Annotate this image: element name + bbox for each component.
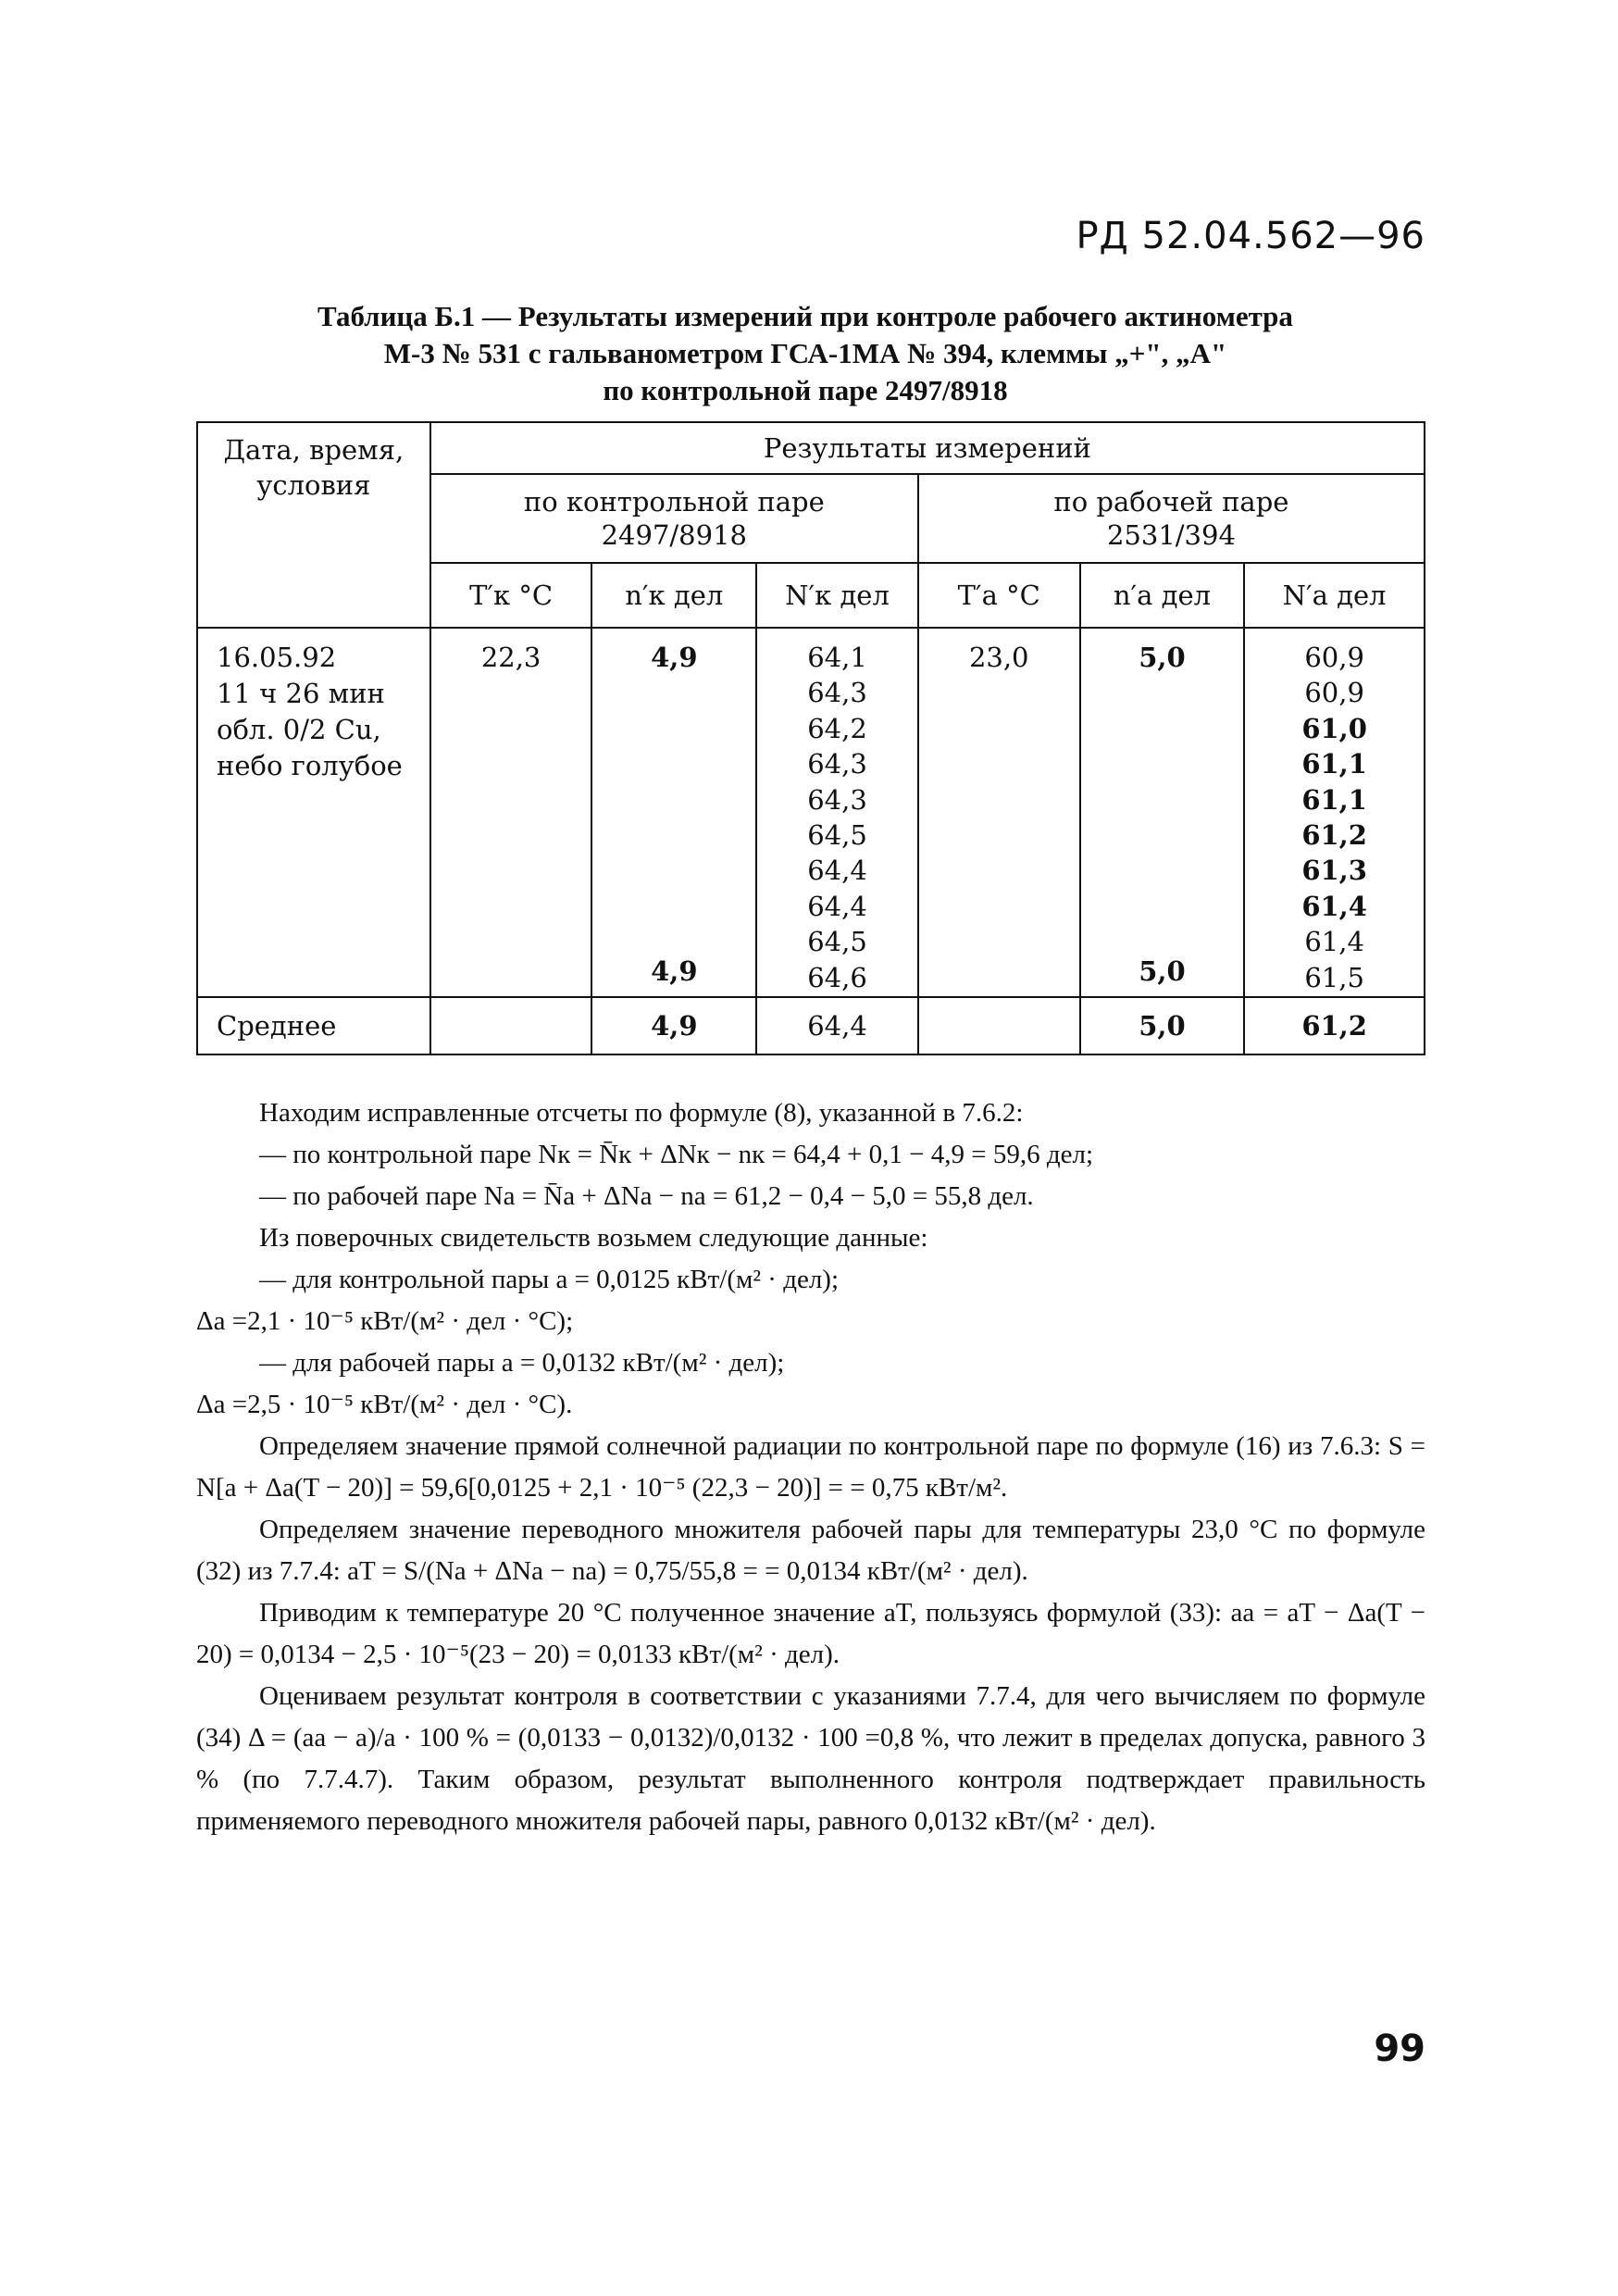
Na-value: 60,9 — [1304, 677, 1364, 709]
header-Nk: N′к дел — [756, 563, 918, 628]
Na-value: 61,3 — [1301, 855, 1367, 887]
nk-cell — [591, 628, 756, 997]
Na-value: 61,2 — [1301, 819, 1367, 852]
header-date-conditions — [197, 422, 430, 628]
na-first-value: 5,0 — [1139, 642, 1186, 673]
paragraph: Определяем значение прямой солнечной радиации по контрольной паре по формуле (16) из 7.6.3: S = N[a + Δa(T − 20)] = 59,6[0,0125 + 2,1 · 10⁻⁵ (22,3 − 20)] = = 0,75 кВт/м². — [196, 1431, 1425, 1503]
mean-tk — [430, 997, 592, 1054]
Nk-value: 64,6 — [807, 961, 867, 993]
Nk-value: 64,2 — [807, 712, 867, 744]
table-caption — [185, 298, 1425, 409]
paragraph: Приводим к температуре 20 °С полученное значение aT, пользуясь формулой (33): aа = aT − Δa(T − 20) = 0,0134 − 2,5 · 10⁻⁵(23 − 20) = 0,0133 кВт/(м² · дел). — [196, 1598, 1425, 1669]
header-working-pair-line-1: по рабочей паре — [1053, 486, 1289, 518]
tk-value: 22,3 — [480, 642, 541, 673]
header-control-pair-line-2: 2497/8918 — [601, 519, 747, 551]
paragraph: — по рабочей паре Nа = N̄а + ΔNа − nа = 61,2 − 0,4 − 5,0 = 55,8 дел. — [259, 1181, 1034, 1211]
nk-first-value: 4,9 — [651, 642, 698, 673]
conditions-cell — [197, 628, 430, 997]
condition-cloud: обл. 0/2 Cu, — [217, 714, 381, 745]
Na-cell — [1244, 628, 1425, 997]
paragraph: — для контрольной пары a = 0,0125 кВт/(м² · дел); — [259, 1265, 840, 1294]
header-tk: T′к °C — [430, 563, 592, 628]
header-working-pair-line-2: 2531/394 — [1106, 519, 1236, 551]
nk-last-value: 4,9 — [651, 955, 698, 987]
Na-value: 61,5 — [1304, 961, 1364, 993]
Nk-value: 64,3 — [807, 677, 867, 709]
mean-ta — [918, 997, 1080, 1054]
mean-na: 5,0 — [1080, 997, 1245, 1054]
na-cell — [1080, 628, 1245, 997]
na-last-value: 5,0 — [1139, 955, 1186, 987]
header-date-line-1: Дата, время, — [223, 434, 404, 466]
condition-date: 16.05.92 — [217, 642, 337, 673]
Nk-value: 64,3 — [807, 783, 867, 816]
Na-value: 60,9 — [1304, 642, 1364, 673]
tk-cell — [430, 628, 592, 997]
paragraph: — для рабочей пары a = 0,0132 кВт/(м² · дел); — [259, 1348, 785, 1378]
mean-nk: 4,9 — [591, 997, 756, 1054]
Na-value: 61,0 — [1301, 712, 1367, 744]
mean-label: Среднее — [197, 997, 430, 1054]
paragraph: Из поверочных свидетельств возьмем следующие данные: — [259, 1223, 928, 1253]
header-date-line-2: условия — [256, 469, 371, 501]
mean-Nk: 64,4 — [756, 997, 918, 1054]
Na-value: 61,1 — [1301, 748, 1367, 780]
paragraph: Δa =2,1 · 10⁻⁵ кВт/(м² · дел · °С); — [196, 1306, 574, 1336]
mean-row — [197, 997, 1425, 1054]
page-number: 99 — [1374, 2028, 1425, 2070]
Nk-value: 64,5 — [807, 926, 867, 958]
condition-sky: небо голубое — [217, 750, 403, 781]
header-ta: T′а °C — [918, 563, 1080, 628]
Nk-value: 64,1 — [807, 642, 867, 673]
measurement-table — [196, 421, 1425, 1055]
header-control-pair — [430, 474, 918, 563]
paragraph: Находим исправленные отсчеты по формуле (8), указанной в 7.6.2: — [259, 1098, 1024, 1128]
table-row — [197, 628, 1425, 997]
document-code: РД 52.04.562—96 — [1076, 215, 1425, 257]
header-na: n′а дел — [1080, 563, 1245, 628]
caption-line-1: Таблица Б.1 — Результаты измерений при контроле рабочего актинометра — [317, 300, 1293, 332]
Nk-value: 64,3 — [807, 748, 867, 780]
condition-time: 11 ч 26 мин — [217, 678, 385, 709]
Nk-value: 64,5 — [807, 819, 867, 852]
Na-value: 61,4 — [1301, 890, 1367, 922]
paragraph: Δa =2,5 · 10⁻⁵ кВт/(м² · дел · °С). — [196, 1390, 573, 1419]
header-Na: N′а дел — [1244, 563, 1425, 628]
paragraph: Оцениваем результат контроля в соответствии с указаниями 7.7.4, для чего вычисляем по формуле (34) Δ = (aа − a)/a · 100 % = (0,0133 − 0,0132)/0,0132 · 100 =0,8 %, что лежит в пределах допуска, равного 3 % (по 7.7.4.7). Таким образом, результат выполненного контроля подтверждает правильность применяемого переводного множителя рабочей пары, равного 0,0132 кВт/(м² · дел). — [196, 1681, 1425, 1836]
header-results: Результаты измерений — [430, 422, 1425, 474]
header-working-pair — [918, 474, 1425, 563]
Nk-value: 64,4 — [807, 855, 867, 887]
Na-value: 61,4 — [1304, 926, 1364, 958]
header-control-pair-line-1: по контрольной паре — [523, 486, 825, 518]
paragraph: Определяем значение переводного множителя рабочей пары для температуры 23,0 °С по формуле (32) из 7.7.4: aT = S/(Nа + ΔNа − nа) = 0,75/55,8 = = 0,0134 кВт/(м² · дел). — [196, 1515, 1425, 1586]
Na-value: 61,1 — [1301, 783, 1367, 816]
caption-line-3: по контрольной паре 2497/8918 — [603, 374, 1008, 406]
Nk-cell — [756, 628, 918, 997]
Nk-value: 64,4 — [807, 890, 867, 922]
mean-Na: 61,2 — [1244, 997, 1425, 1054]
ta-value: 23,0 — [968, 642, 1029, 673]
caption-line-2: М-3 № 531 с гальванометром ГСА-1МА № 394, клеммы „+", „А" — [383, 337, 1227, 369]
header-nk: n′к дел — [591, 563, 756, 628]
paragraph: — по контрольной паре Nк = N̄к + ΔNк − nк = 64,4 + 0,1 − 4,9 = 59,6 дел; — [259, 1140, 1094, 1169]
ta-cell — [918, 628, 1080, 997]
body-text — [196, 1092, 1425, 1842]
